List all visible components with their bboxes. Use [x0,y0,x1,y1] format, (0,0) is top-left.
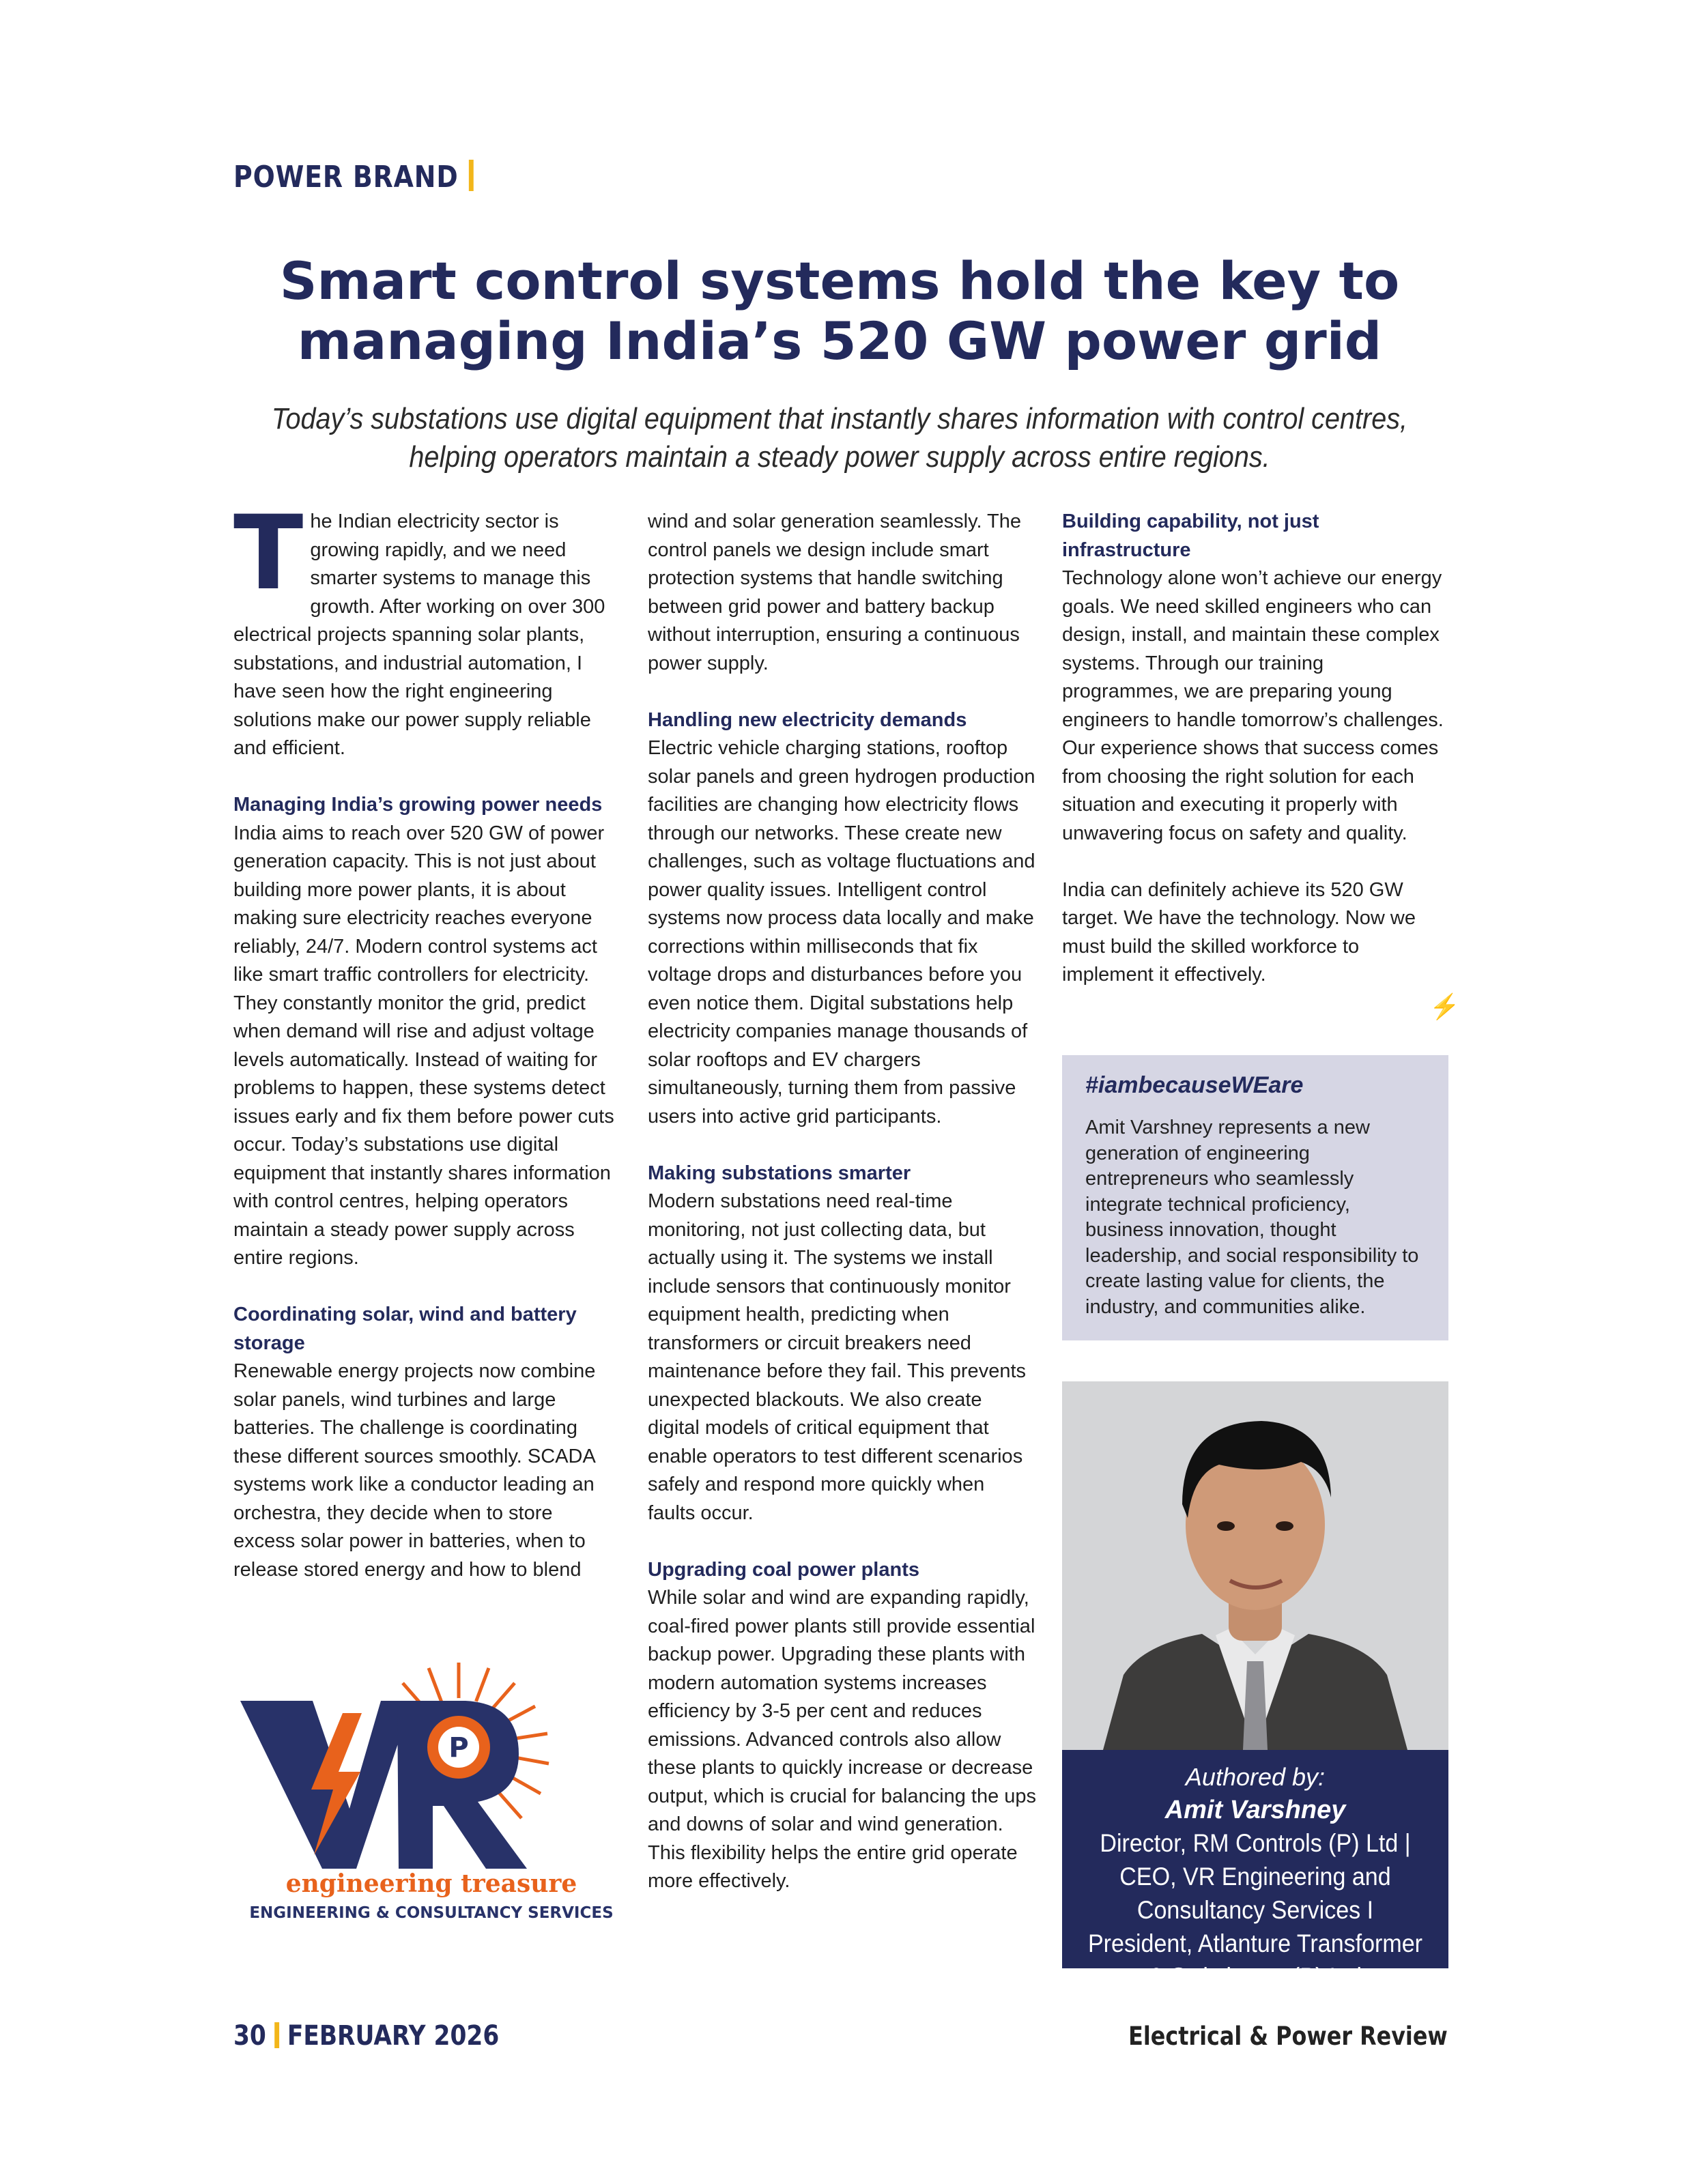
author-label: Authored by: [1185,1763,1326,1791]
paragraph-coordinating: Renewable energy projects now combine solar panels, wind turbines and large batteries. The challenge is coordinating these different sources smoothly. SCADA systems work like a conductor leading an orchestra, they decide when to store excess solar power in batteries, when to release stored energy and how to blend [233,1360,596,1581]
section-tag [233,160,474,195]
lightning-bolt-icon: ⚡ [1429,992,1460,1020]
article-column-2 [648,508,1037,1924]
section-label: POWER BRAND [233,160,459,195]
author-portrait-illustration [1062,1381,1448,1750]
footer-left [233,2020,499,2052]
paragraph-substations: Modern substations need real-time monitoring, not just collecting data, but actually using it. The systems we install include sensors that continuously monitor equipment health, predicting when transformers or circuit breakers need maintenance before they fail. This prevents unexpected blackouts. We also create digital models of critical equipment that enable operators to test different scenarios safely and respond more quickly when faults occur. [648,1190,1027,1524]
quote-box [1062,1055,1448,1340]
subhead-coordinating: Coordinating solar, wind and battery storage [233,1304,577,1354]
paragraph-coordinating-cont: wind and solar generation seamlessly. The control panels we design include smart protection systems that handle switching between grid power and battery backup without interruption, ensuring a continuous power supply. [648,511,1022,674]
logo-letter: P [448,1732,469,1764]
paragraph-conclusion: India can definitely achieve its 520 GW target. We have the technology. Now we must build the skilled workforce to implement it effectively. [1062,878,1416,986]
vr-logo-graphic [240,1638,623,1931]
logo-subline: ENGINEERING & CONSULTANCY SERVICES [249,1904,614,1922]
quote-text: Amit Varshney represents a new generation of engineering entrepreneurs who seamlessly integrate technical proficiency, business innovation, thought leadership, and social responsibility to create lasting value for clients, the industry, and communities alike. [1085,1117,1419,1318]
section-accent-bar [469,160,474,191]
article-standfirst: Today’s substations use digital equipment that instantly shares information with control centres, helping operators maintain a steady power supply across entire regions. [271,402,1408,474]
publication-name: Electrical & Power Review [1128,2022,1448,2051]
subhead-demands: Handling new electricity demands [648,708,967,731]
paragraph-demands: Electric vehicle charging stations, rooftop solar panels and green hydrogen production facilities are changing how electricity flows through our networks. These create new challenges, such as voltage fluctuations and power quality issues. Intelligent control systems now process data locally and make corrections within milliseconds that fix voltage drops and disturbances before you even notice them. Digital substations help electricity companies manage thousands of solar rooftops and EV chargers simultaneously, turning them from passive users into active grid participants. [648,737,1035,1127]
quote-hashtag: #iambecauseWEare [1085,1072,1304,1098]
article-headline: Smart control systems hold the key to managing India’s 520 GW power grid [279,250,1400,371]
footer-accent-bar [274,2022,279,2048]
article-column-1 [233,494,616,1613]
paragraph-managing: India aims to reach over 520 GW of power generation capacity. This is not just about building more power plants, it is about making sure electricity reaches everyone reliably, 24/7. Modern control systems act like smart traffic controllers for electricity. They constantly monitor the grid, predict when demand will rise and adjust voltage levels automatically. Instead of waiting for problems to happen, these systems detect issues early and fix them before power cuts occur. Today’s substations use digital equipment that instantly shares information with control centres, helping operators maintain a steady power supply across entire regions. [233,822,614,1269]
company-logo [240,1638,623,1931]
subhead-substations: Making substations smarter [648,1162,911,1184]
subhead-capability: Building capability, not just infrastructure [1062,511,1319,561]
author-info [1062,1750,1448,1991]
intro-paragraph: The Indian electricity sector is growing rapidly, and we need smarter systems to manage this growth. After working on over 300 electrical projects spanning solar plants, substations, and industrial automation, I have seen how the right engineering solutions make our power supply reliable and efficient. [233,494,605,759]
paragraph-coal: While solar and wind are expanding rapidly, coal-fired power plants still provide essential backup power. Upgrading these plants with modern automation systems increases efficiency by 3-5 per cent and reduces emissions. Advanced controls also allow these plants to quickly increase or decrease output, which is crucial for balancing the ups and downs of solar and wind generation. This flexibility helps the entire grid operate more effectively. [648,1587,1037,1892]
logo-tagline: engineering treasure [285,1869,577,1898]
article-column-3 [1062,508,1444,1018]
subhead-managing: Managing India’s growing power needs [233,794,603,816]
paragraph-capability: Technology alone won’t achieve our energy goals. We need skilled engineers who can design, install, and maintain these complex systems. Through our training programmes, we are preparing young engineers to handle tomorrow’s challenges. Our experience shows that success comes from choosing the right solution for each situation and executing it properly with unwavering focus on safety and quality. [1062,567,1444,844]
author-role: Director, RM Controls (P) Ltd | CEO, VR Engineering and Consultancy Services I President, Atlanture Transformer & Switchgear (P) Ltd [1087,1829,1423,1991]
author-name: Amit Varshney [1164,1796,1346,1824]
page-number: 30 [233,2020,266,2052]
drop-cap: T [233,494,304,613]
author-card [1062,1381,1448,1991]
subhead-coal: Upgrading coal power plants [648,1558,919,1581]
author-photo [1062,1381,1448,1750]
issue-date: FEBRUARY 2026 [287,2020,500,2052]
